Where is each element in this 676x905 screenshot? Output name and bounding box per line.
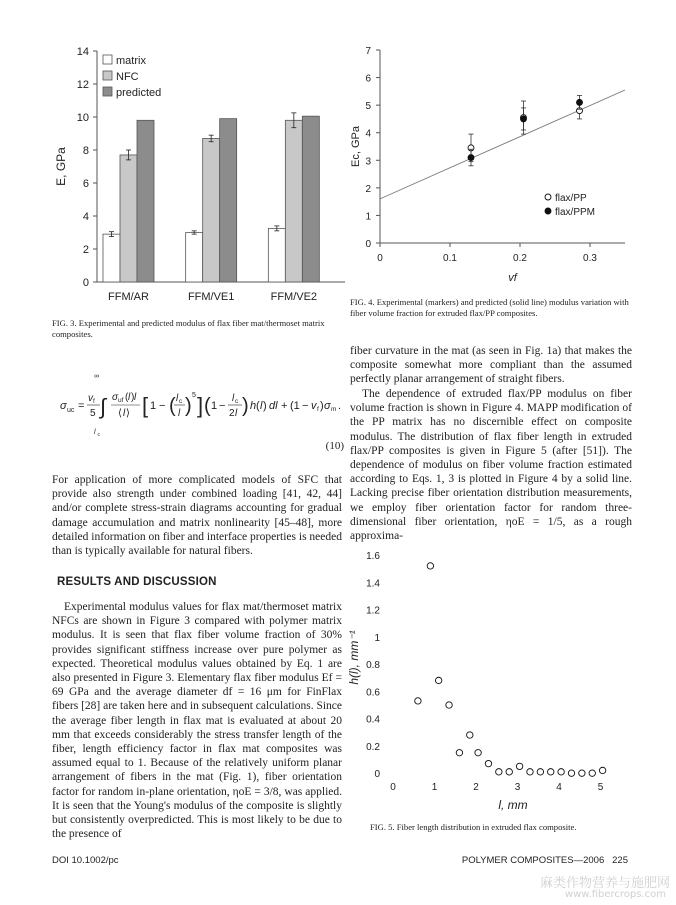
fig5-chart xyxy=(345,545,635,815)
watermark-line-2: www.fibercrops.com xyxy=(564,889,666,900)
fig3-y-tick-label: 6 xyxy=(82,178,89,190)
eq-sigma-m-sub: m xyxy=(331,406,337,413)
eq-lc-1-sub: c xyxy=(179,398,183,405)
left-paragraph-2: Experimental modulus values for flax mat/thermoset matrix NFCs are shown in Figure 3 compared with polymer matrix modulus. It is seen that flax fiber volume fraction of 30% provides significant stiffness increase over pure polymer as expected. Theoretical modulus values obtained by Eq. 1 are also presented in Figure 3. Elementary flax fiber modulus Ef = 69 GPa and the average diameter df = 16 μm for FinFlax fibers [28] are taken here and in subsequent calculations. Since the average fiber length in flax mat is evaluated at about 20 mm that exceeds considerably the stress transfer length of the fiber, length efficiency factor in flax mat composites was assumed equal to 1. Because of the relatively uniform planar arrangement of fibers in the mat (Fig. 1), fiber orientation factor for random in-plane orientation, ηoE = 3/8, was applied. It is seen that the Young's modulus of the composite is slightly but consistently overpredicted. This is most likely to be due to the presence of xyxy=(52,601,342,841)
footer-doi: DOI 10.1002/pc xyxy=(52,855,119,866)
eq-h: h xyxy=(250,400,257,412)
fig4-point-flax/PPM xyxy=(468,155,474,161)
fig5-point xyxy=(527,769,533,775)
fig5-point xyxy=(516,763,522,769)
fig4-y-tick-label: 2 xyxy=(365,183,371,195)
fig3-bar-matrix xyxy=(186,233,203,283)
fig5-point xyxy=(415,698,421,704)
left-paragraph-1: For application of more complicated models of SFC that provide also strength under combined loading [41, 42, 44] and/or complete stress-strain diagrams accounting for gradual damage accumulation and matrix nonlinearity [45–48], more detailed information on fiber and interface properties is needed than is typically available for natural fibers. xyxy=(52,474,342,558)
eq-paren-close-2: ) xyxy=(242,395,249,417)
fig4-legend-label-flax/PP: flax/PP xyxy=(555,193,587,204)
eq-l-2: l xyxy=(134,392,137,403)
eq-h-l: l xyxy=(260,400,263,412)
eq-sigma-m: σ xyxy=(324,400,331,412)
fig3-bar-NFC xyxy=(120,155,137,282)
right-paragraph-1: fiber curvature in the mat (as seen in Fig. 1a) that makes the composite somewhat more compliant than the assumed perfectly planar arrangement of straight fibers. xyxy=(350,345,632,386)
fig4-x-tick-label: 0.2 xyxy=(513,253,527,264)
fig4-x-tick-label: 0 xyxy=(377,253,383,264)
eq-five: 5 xyxy=(90,408,96,419)
fig3-y-tick-label: 12 xyxy=(76,79,89,91)
eq-mean-l-close: ⟩ xyxy=(126,408,130,419)
eq-bracket-open: [ xyxy=(142,393,149,418)
fig3-legend-swatch-predicted xyxy=(103,87,112,96)
fig3-y-tick-label: 14 xyxy=(76,46,89,58)
equation-number: (10) xyxy=(325,440,344,452)
eq-vf-2: v xyxy=(311,400,317,412)
fig4-y-tick-label: 4 xyxy=(365,128,371,140)
fig5-point xyxy=(558,769,564,775)
eq-paren-open-2: ( xyxy=(204,395,211,417)
eq-paren-close-1: ) xyxy=(185,395,192,417)
fig5-caption-text: Fiber length distribution in extruded flax composite. xyxy=(396,822,577,832)
fig3-y-axis-label: E, GPa xyxy=(54,147,68,186)
eq-plus: + xyxy=(281,400,288,412)
fig5-point xyxy=(599,767,605,773)
fig5-y-tick-label: 0.6 xyxy=(366,687,380,699)
fig3-bar-predicted xyxy=(137,120,154,282)
fig3-category-label: FFM/AR xyxy=(108,291,149,303)
fig4-y-tick-label: 1 xyxy=(365,211,371,223)
fig5-point xyxy=(456,750,462,756)
fig5-point xyxy=(537,769,543,775)
fig4-point-flax/PPM xyxy=(521,116,527,122)
eq-lc-2-sub: c xyxy=(235,398,239,405)
eq-minus-3: − xyxy=(302,400,309,412)
fig4-point-flax/PPM xyxy=(577,99,583,105)
eq-exp-5: 5 xyxy=(192,392,196,399)
eq-sigma-uf: σ xyxy=(112,392,119,403)
fig5-x-axis-label: l, mm xyxy=(498,798,528,812)
fig4-caption-text: Experimental (markers) and predicted (solid line) modulus variation with fiber volume fraction for extruded flax/PP composites. xyxy=(350,297,629,318)
fig5-y-tick-label: 0.2 xyxy=(366,741,380,753)
fig5-x-tick-label: 2 xyxy=(473,782,479,793)
eq-l-den-2: l xyxy=(235,408,238,419)
fig5-caption-label: FIG. 5. xyxy=(370,822,395,832)
fig5-x-tick-label: 4 xyxy=(556,782,562,793)
fig5-point xyxy=(579,770,585,776)
fig3-bar-matrix xyxy=(268,228,285,282)
eq-uf-sub: uf xyxy=(118,397,124,404)
fig3-caption xyxy=(52,318,342,340)
fig5-y-tick-label: 0.4 xyxy=(366,714,380,726)
fig5-point xyxy=(435,677,441,683)
eq-lc-1: l xyxy=(176,393,179,404)
fig5-point xyxy=(506,769,512,775)
section-heading: RESULTS AND DISCUSSION xyxy=(57,576,217,588)
fig3-category-label: FFM/VE2 xyxy=(270,291,318,303)
fig5-x-tick-label: 5 xyxy=(597,782,604,793)
eq-r-paren: ) xyxy=(131,392,135,403)
eq-upper-limit: ∞ xyxy=(94,373,99,380)
fig4-y-tick-label: 5 xyxy=(365,101,371,113)
fig5-x-tick-label: 0 xyxy=(390,782,396,793)
fig3-caption-label: FIG. 3. xyxy=(52,318,77,328)
fig4-y-tick-label: 0 xyxy=(365,239,371,250)
equation-10 xyxy=(52,368,344,458)
fig3-caption-text: Experimental and predicted modulus of flax fiber mat/thermoset matrix composites. xyxy=(52,318,325,339)
fig3-y-tick-label: 10 xyxy=(76,112,89,124)
fig3-bar-NFC xyxy=(285,120,302,282)
eq-h-paren-close: ) xyxy=(263,400,267,412)
watermark-line-1: 麻类作物营养与施肥网 xyxy=(539,876,670,891)
equation-graphic xyxy=(52,368,344,458)
eq-mean-l-var: l xyxy=(123,408,126,419)
eq-l-paren: ( xyxy=(125,392,129,403)
eq-paren-open-1: ( xyxy=(169,395,176,417)
eq-lower-limit-sub: c xyxy=(97,432,100,438)
fig3-bar-predicted xyxy=(302,116,319,282)
eq-close-3: ) xyxy=(320,400,324,412)
eq-l-1: l xyxy=(128,392,131,403)
fig5-y-axis-label: h(l), mm⁻¹ xyxy=(347,630,361,685)
fig4-caption xyxy=(350,297,632,319)
fig3-y-tick-label: 0 xyxy=(82,277,89,289)
fig4-caption-label: FIG. 4. xyxy=(350,297,375,307)
fig5-point xyxy=(427,563,433,569)
right-paragraph-2: The dependence of extruded flax/PP modulus on fiber volume fraction is shown in Figure 4. MAPP modification of the PP matrix has no discernible effect on composite modulus. The distribution of flax fiber length in extruded flax/PP composites is given in Figure 5 (after [51]). The dependence of modulus on fiber volume fraction estimated according to Eqs. 1, 3 is plotted in Figure 4 by a solid line. Lacking precise fiber orientation distribution measurements, we employ fiber orientation factor for random three-dimensional fiber orientation, ηoE = 1/5, as a rough approxima- xyxy=(350,388,632,543)
eq-one-3: (1 xyxy=(290,400,300,412)
eq-lc-2: l xyxy=(232,393,235,404)
fig3-legend-swatch-NFC xyxy=(103,71,112,80)
fig3-legend-label-NFC: NFC xyxy=(116,71,139,83)
fig5-point xyxy=(467,732,473,738)
eq-bracket-close: ] xyxy=(197,393,204,418)
fig4-y-tick-label: 6 xyxy=(365,73,371,85)
eq-period: . xyxy=(338,400,342,412)
fig3-y-tick-label: 8 xyxy=(82,145,89,157)
eq-integral: ∫ xyxy=(100,394,107,419)
fig5-y-tick-label: 1.2 xyxy=(366,605,380,617)
fig5-y-tick-label: 1 xyxy=(374,632,380,644)
fig5-caption xyxy=(370,822,632,833)
fig3-category-label: FFM/VE1 xyxy=(187,291,235,303)
fig4-x-axis-label: vf xyxy=(508,272,517,284)
eq-l-den-1: l xyxy=(178,408,181,419)
eq-lhs: σ xyxy=(60,400,67,412)
footer-journal: POLYMER COMPOSITES—2006 225 xyxy=(461,855,628,866)
eq-dl: dl xyxy=(269,400,278,412)
eq-one-1: 1 xyxy=(150,400,157,412)
fig3-legend-label-matrix: matrix xyxy=(116,55,146,67)
fig4-x-tick-label: 0.3 xyxy=(583,253,597,264)
eq-vf-2-sub: f xyxy=(317,406,319,413)
eq-one-2: 1 xyxy=(211,400,218,412)
eq-lhs-sub: uc xyxy=(67,407,75,414)
eq-vf-sub: f xyxy=(93,398,95,405)
fig3-bar-matrix xyxy=(103,234,120,282)
eq-equals: = xyxy=(78,400,85,412)
eq-h-paren: ( xyxy=(256,400,260,412)
fig5-y-tick-label: 1.4 xyxy=(366,578,380,590)
fig5-point xyxy=(485,760,491,766)
eq-minus-1: − xyxy=(159,400,166,412)
eq-mean-l: ⟨ xyxy=(118,408,122,419)
fig5-x-tick-label: 1 xyxy=(431,782,438,793)
fig4-y-tick-label: 7 xyxy=(365,46,371,57)
fig3-y-tick-label: 2 xyxy=(82,244,89,256)
fig3-bar-predicted xyxy=(220,119,237,282)
fig4-x-tick-label: 0.1 xyxy=(443,253,457,264)
fig5-y-tick-label: 0.8 xyxy=(366,660,380,672)
eq-minus-2: − xyxy=(219,400,226,412)
eq-lower-limit: l xyxy=(94,429,96,436)
fig5-point xyxy=(475,750,481,756)
fig4-predicted-line xyxy=(380,90,625,199)
fig5-point xyxy=(446,702,452,708)
fig3-legend-swatch-matrix xyxy=(103,55,112,64)
fig5-point xyxy=(548,769,554,775)
eq-vf: v xyxy=(88,393,93,404)
fig5-point xyxy=(589,770,595,776)
fig5-y-tick-label: 0 xyxy=(374,769,380,781)
fig5-point xyxy=(496,769,502,775)
fig4-y-axis-label: Ec, GPa xyxy=(350,126,362,167)
fig3-bar-NFC xyxy=(203,138,220,282)
fig4-legend-marker-flax/PP xyxy=(545,194,551,200)
fig5-y-tick-label: 1.6 xyxy=(366,551,380,562)
fig3-y-tick-label: 4 xyxy=(82,211,89,223)
fig3-legend-label-predicted: predicted xyxy=(116,87,162,99)
fig5-x-tick-label: 3 xyxy=(514,782,521,793)
fig3-chart xyxy=(48,40,348,310)
fig4-legend-label-flax/PPM: flax/PPM xyxy=(555,207,596,218)
eq-two: 2 xyxy=(229,408,235,419)
fig4-legend-marker-flax/PPM xyxy=(545,208,551,214)
fig5-point xyxy=(568,770,574,776)
fig4-chart xyxy=(345,40,635,290)
fig4-y-tick-label: 3 xyxy=(365,156,371,168)
